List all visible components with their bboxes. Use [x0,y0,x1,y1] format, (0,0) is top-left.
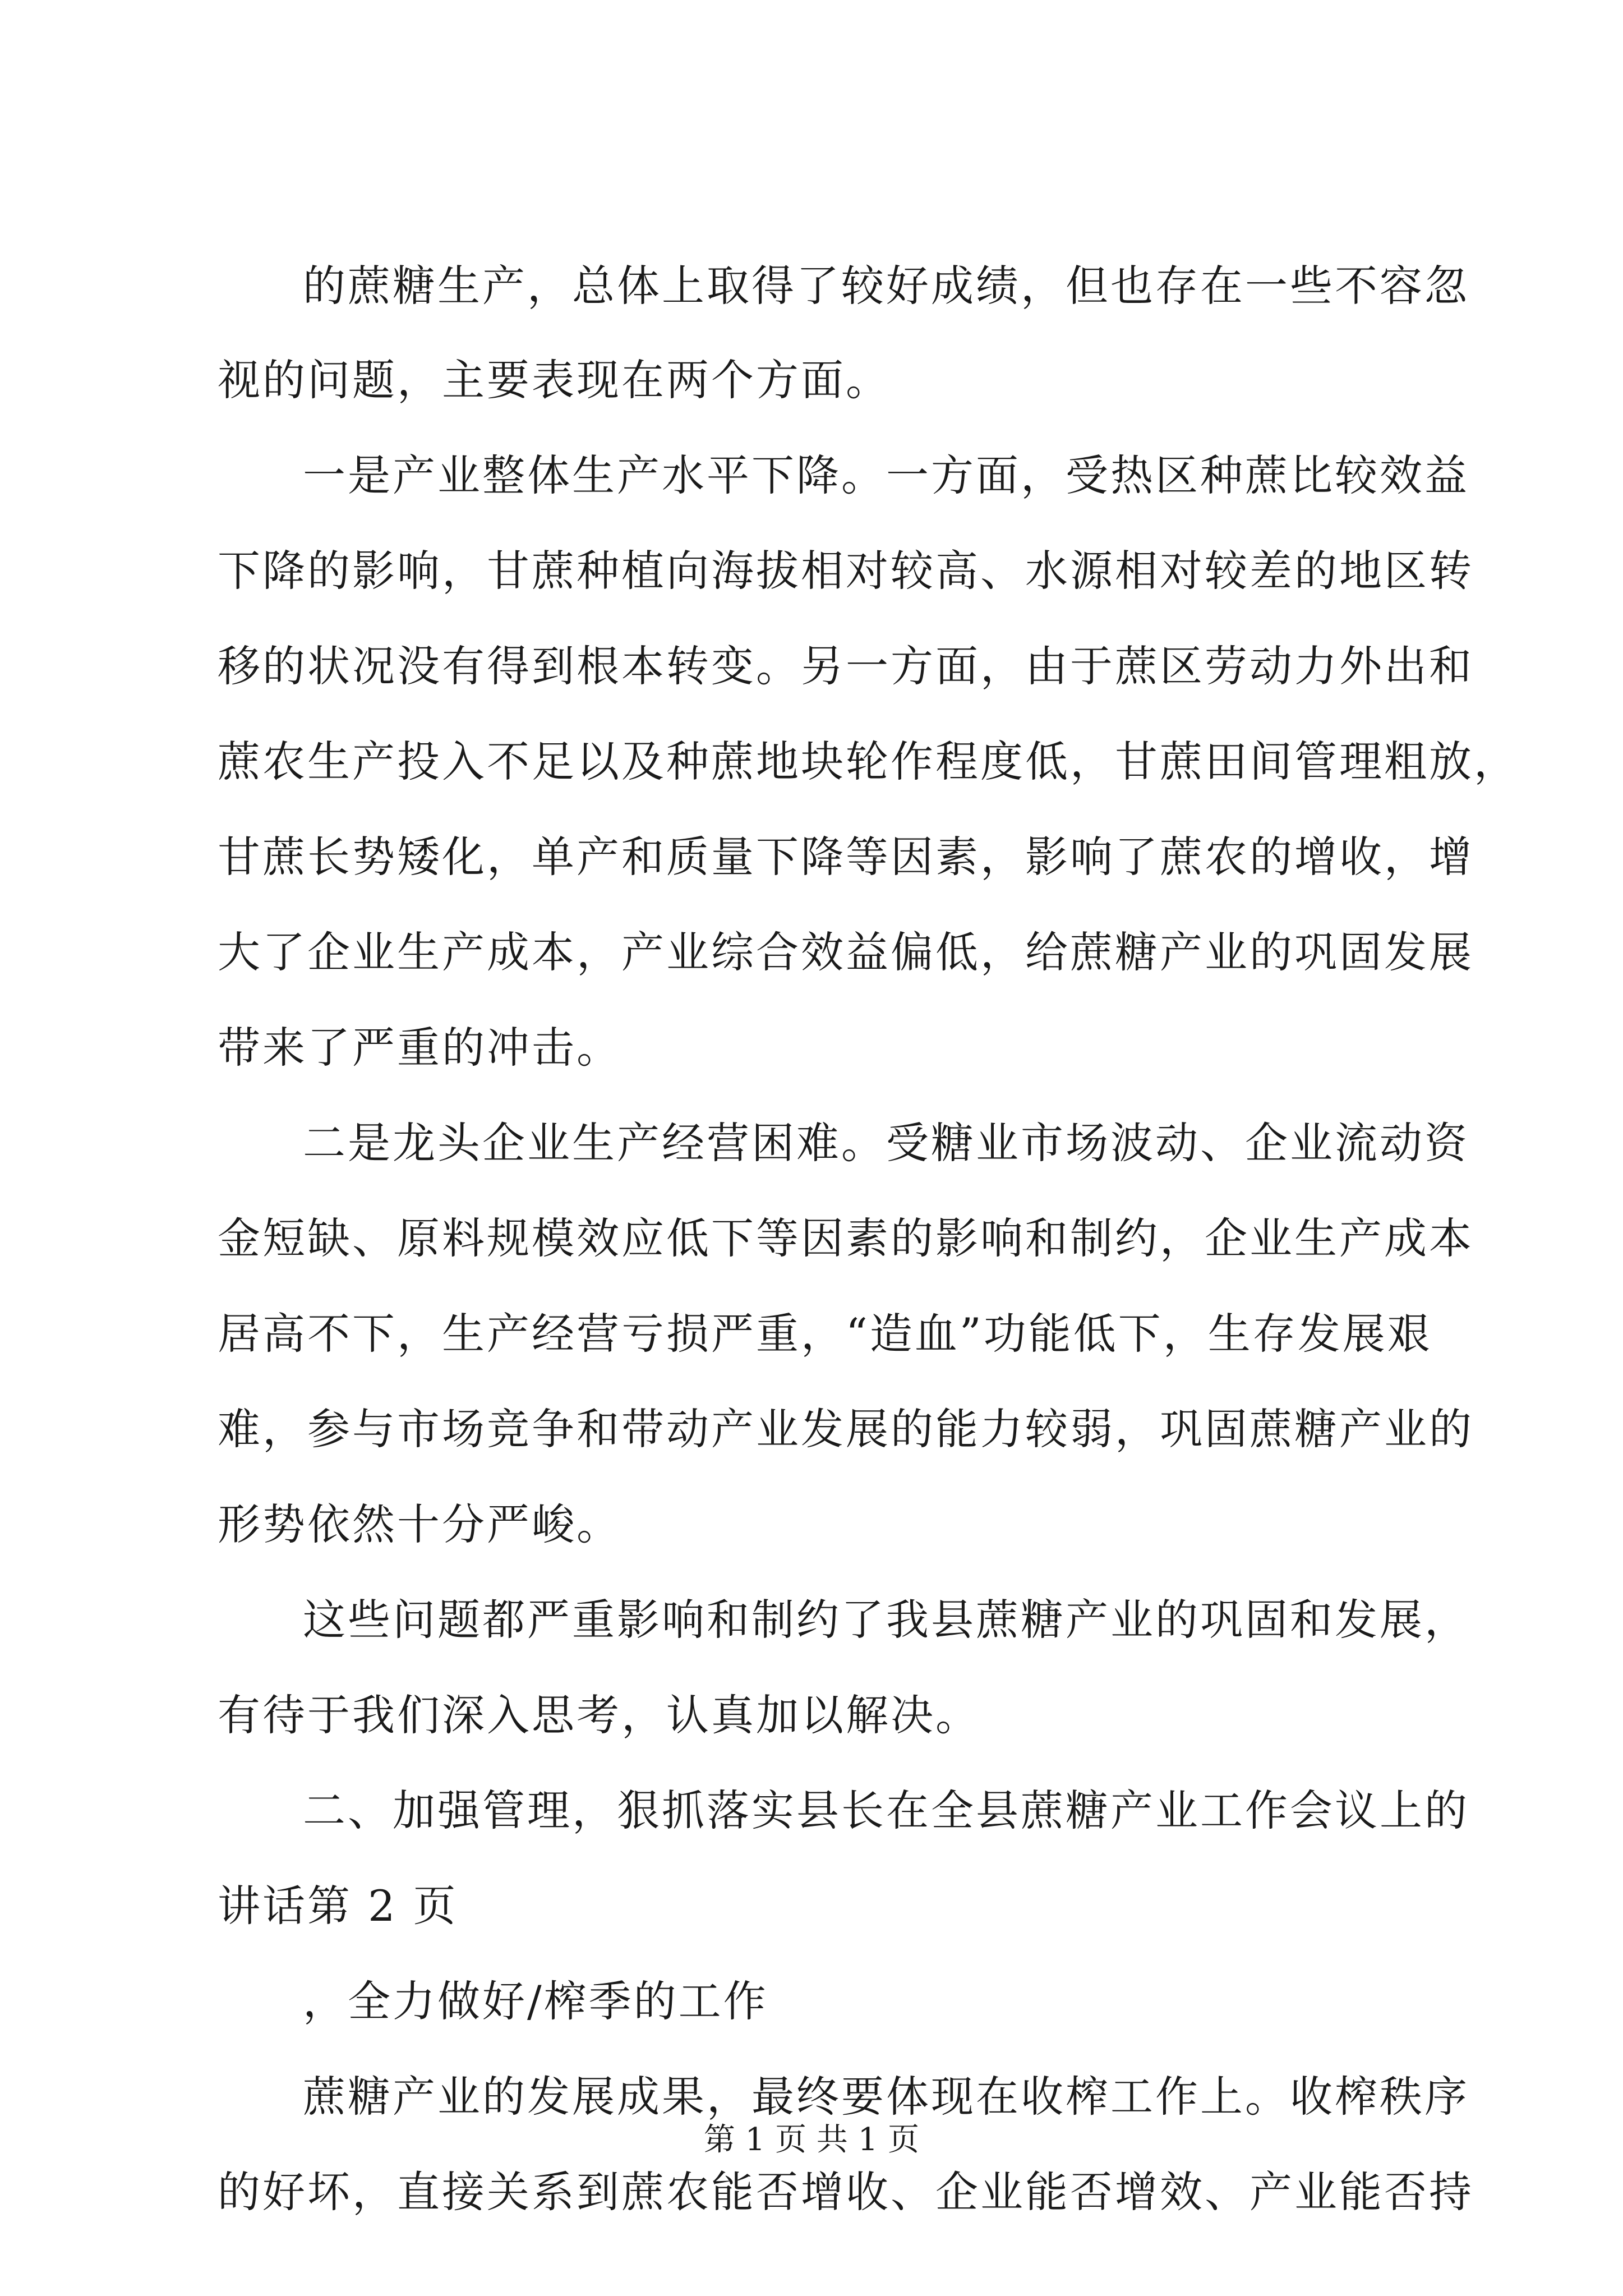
section-heading-line: ，全力做好/榨季的工作 [303,1976,768,2026]
text-line: 的好坏，直接关系到蔗农能否增收、企业能否增效、产业能否持 [218,2167,1474,2217]
text-line: 的蔗糖生产，总体上取得了较好成绩，但也存在一些不容忽 [303,261,1469,311]
text-line: 二是龙头企业生产经营困难。受糖业市场波动、企业流动资 [303,1118,1469,1168]
text-line: 金短缺、原料规模效应低下等因素的影响和制约，企业生产成本 [218,1213,1474,1263]
text-line: 蔗农生产投入不足以及种蔗地块轮作程度低，甘蔗田间管理粗放， [218,737,1519,786]
section-heading-line: 二、加强管理，狠抓落实县长在全县蔗糖产业工作会议上的 [303,1786,1469,1835]
text-line: 大了企业生产成本，产业综合效益偏低，给蔗糖产业的巩固发展 [218,927,1474,977]
text-line: 一是产业整体生产水平下降。一方面，受热区种蔗比较效益 [303,450,1469,500]
text-line: 蔗糖产业的发展成果，最终要体现在收榨工作上。收榨秩序 [303,2072,1469,2122]
text-line: 居高不下，生产经营亏损严重，“造血”功能低下，生存发展艰 [218,1309,1432,1359]
text-line: 带来了严重的冲击。 [218,1023,621,1073]
page-number-footer: 第 1 页 共 1 页 [703,2122,920,2158]
text-line: 这些问题都严重影响和制约了我县蔗糖产业的巩固和发展， [303,1595,1469,1645]
text-line: 视的问题，主要表现在两个方面。 [218,355,891,405]
text-line: 甘蔗长势矮化，单产和质量下降等因素，影响了蔗农的增收，增 [218,832,1474,882]
text-line: 形势依然十分严峻。 [218,1499,621,1549]
section-heading-line: 讲话第 2 页 [218,1881,458,1931]
text-line: 有待于我们深入思考，认真加以解决。 [218,1690,980,1740]
text-line: 移的状况没有得到根本转变。另一方面，由于蔗区劳动力外出和 [218,641,1474,691]
text-line: 难，参与市场竞争和带动产业发展的能力较弱，巩固蔗糖产业的 [218,1404,1474,1454]
text-line: 下降的影响，甘蔗种植向海拔相对较高、水源相对较差的地区转 [218,546,1474,596]
